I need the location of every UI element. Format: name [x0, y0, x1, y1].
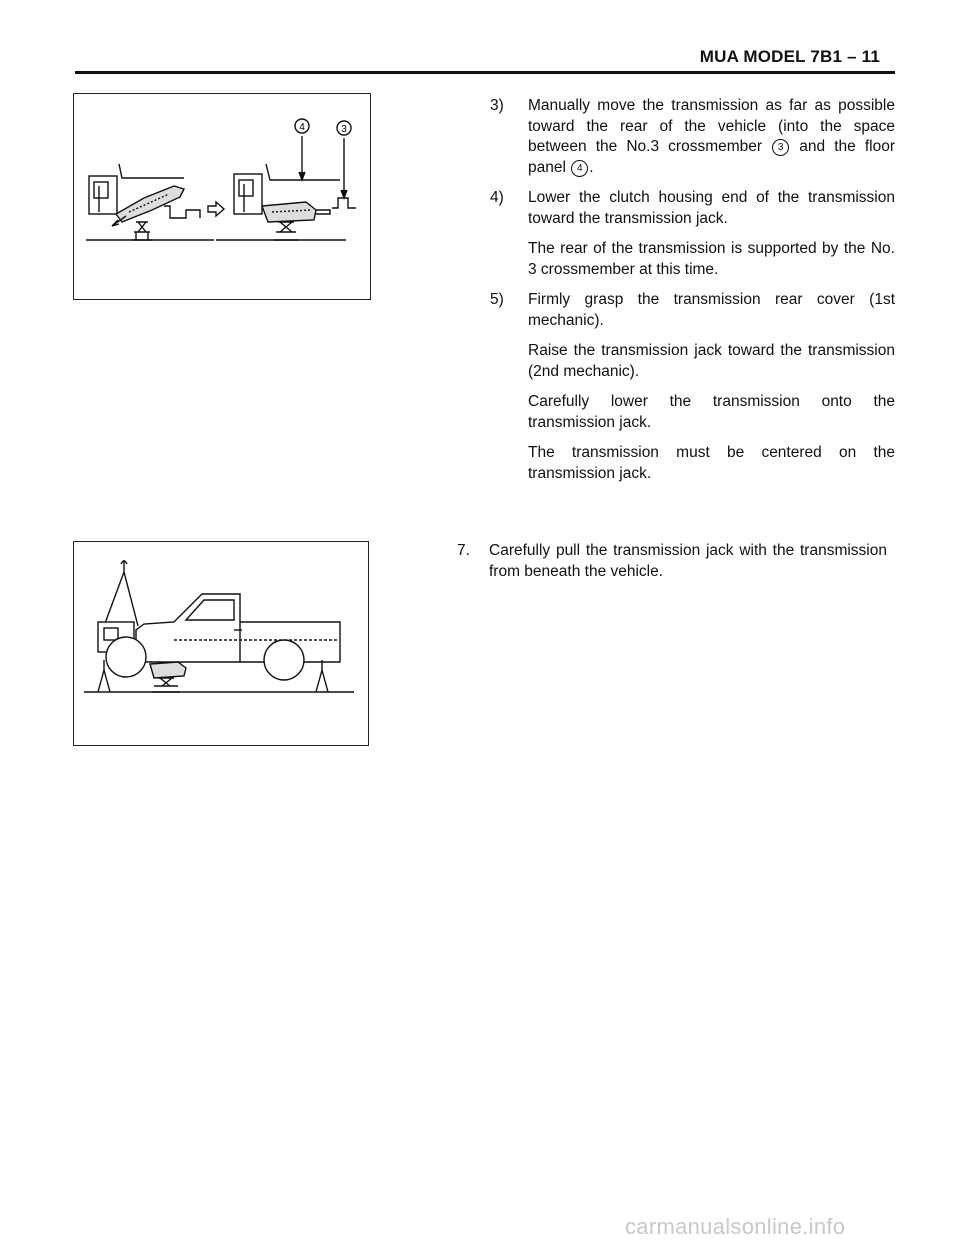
jack-right [274, 222, 298, 240]
substep-text-part: and the floor panel [528, 138, 895, 176]
substep-5 [490, 290, 895, 484]
substep-3 [490, 96, 895, 178]
jack-left [132, 222, 152, 240]
callout-label-4: 4 [299, 122, 305, 133]
substep-text-part: . [589, 158, 594, 176]
direction-arrow [208, 202, 224, 216]
transmission-diagram [74, 94, 370, 299]
substep-number: 3) [490, 97, 504, 114]
substep-paragraph: Lower the clutch housing end of the transmission toward the transmission jack. [528, 189, 895, 227]
substep-4 [490, 188, 895, 280]
substep-paragraph: The transmission must be centered on the transmission jack. [528, 444, 895, 482]
substep-paragraph [528, 96, 895, 178]
header-rule [75, 71, 895, 74]
step-number: 7. [457, 542, 470, 559]
figure-vehicle-transmission-jack [73, 541, 369, 746]
figure-transmission-removal-steps [73, 93, 371, 300]
rear-wheel [264, 640, 304, 680]
substep-number: 4) [490, 189, 504, 206]
vehicle-diagram [74, 542, 368, 745]
substep-paragraph: Raise the transmission jack toward the transmission (2nd mechanic). [528, 342, 895, 380]
hoist-chain-right [124, 572, 138, 626]
substep-paragraph: Carefully lower the transmission onto the transmission jack. [528, 393, 895, 431]
crossmember-left [164, 206, 200, 218]
substep-paragraph: The rear of the transmission is supported by the No. 3 crossmember at this time. [528, 240, 895, 278]
transmission [150, 662, 186, 678]
circled-number-3: 3 [772, 139, 789, 156]
procedure-substeps [490, 96, 895, 494]
substep-paragraph: Firmly grasp the transmission rear cover (1st mechanic). [528, 291, 895, 329]
watermark-text: carmanualsonline.info [625, 1214, 846, 1239]
substep-number: 5) [490, 291, 504, 308]
rear-jack-stand [316, 660, 328, 692]
transmission-right [262, 202, 316, 222]
page-header-title: MUA MODEL 7B1 – 11 [699, 47, 880, 66]
floor-panel-left [119, 164, 184, 178]
hoist-chain-left [104, 572, 124, 626]
circled-number-4: 4 [571, 160, 588, 177]
front-wheel [106, 637, 146, 677]
transmission-jack [152, 678, 180, 692]
step-text: Carefully pull the transmission jack with the transmission from beneath the vehicle. [489, 542, 887, 580]
procedure-step-7 [457, 541, 887, 582]
substep-text-part: Manually move the transmission as far as possible toward the rear of the vehicle (into the space between the No.3 crossmember [528, 97, 895, 155]
callout-label-3: 3 [341, 124, 347, 135]
truck-body [136, 594, 340, 662]
